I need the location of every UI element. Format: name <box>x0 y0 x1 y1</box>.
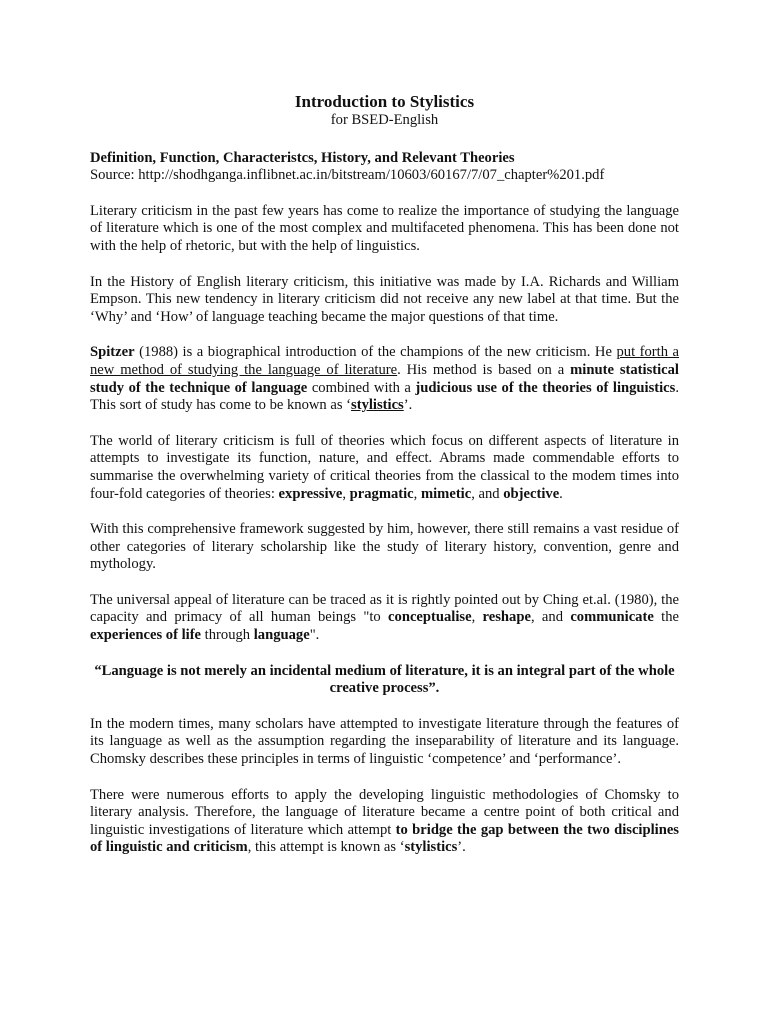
paragraph-6 <box>90 592 679 645</box>
document-title: Introduction to Stylistics <box>294 92 475 111</box>
p4-comma-2: , <box>413 485 421 502</box>
p8-end: ’. <box>457 839 466 856</box>
spitzer-name: Spitzer <box>90 344 135 361</box>
p4-comma-1: , <box>342 485 350 502</box>
term-communicate: communicate <box>570 609 654 626</box>
paragraph-7: In the modern times, many scholars have attempted to investigate literature through the features of its language as well as the assumption regarding the inseparability of literature and its language. Chomsky describes these principles in terms of linguistic ‘competence’ and ‘performance’. <box>90 715 679 768</box>
term-expressive: expressive <box>278 485 343 502</box>
p3-underlined-phrase: put forth a new method of studying the language of literature <box>90 344 679 378</box>
document-page <box>90 92 679 875</box>
paragraph-8 <box>90 787 679 857</box>
term-mimetic: mimetic <box>420 485 472 502</box>
term-objective: objective <box>503 485 560 502</box>
paragraph-5: With this comprehensive framework suggested by him, however, there still remains a vast residue of other categories of literary scholarship like the study of literary history, convention, genre and mythology. <box>90 521 679 573</box>
p3-bold-phrase-1: minute statistical study of the technique of language <box>90 361 679 396</box>
p3-text-1: (1988) is a biographical introduction of the champions of the new criticism. He <box>134 344 617 361</box>
document-subtitle: for BSED-English <box>330 112 439 128</box>
p6-text-1: The universal appeal of literature can be traced as it is rightly pointed out by Ching et.al. (1980), the capacity and primacy of all human beings "to <box>90 591 679 626</box>
p6-text-3: through <box>201 627 254 644</box>
p3-text-5: ’. <box>403 397 413 414</box>
p3-text-2: . His method is based on a <box>397 361 571 378</box>
paragraph-2: In the History of English literary criticism, this initiative was made by I.A. Richards and William Empson. This new tendency in literary criticism did not receive any new label at that time. But the ‘Why’ and ‘How’ of language teaching became the major questions of that time. <box>90 273 679 325</box>
p8-bold-phrase: to bridge the gap between the two disciplines of linguistic and criticism <box>90 821 679 856</box>
paragraph-3 <box>90 344 679 414</box>
term-pragmatic: pragmatic <box>349 485 414 502</box>
section-heading: Definition, Function, Characteristcs, History, and Relevant Theories <box>90 149 515 166</box>
p3-text-3: combined with a <box>307 379 416 396</box>
paragraph-1: Literary criticism in the past few years has come to realize the importance of studying the language of literature which is one of the most complex and multifaceted phenomena. This has been done not with the help of rhetoric, but with the help of linguistics. <box>90 202 679 254</box>
p6-comma-1: , <box>471 609 483 626</box>
p6-text-2: the <box>653 609 679 626</box>
term-experiences-of-life: experiences of life <box>90 627 202 644</box>
term-reshape: reshape <box>482 609 531 626</box>
p4-and: , and <box>471 485 504 502</box>
p3-stylistics-underlined: stylistics <box>351 397 404 414</box>
source-citation: Source: http://shodhganga.inflibnet.ac.in/bitstream/10603/60167/7/07_chapter%201.pdf <box>90 167 605 184</box>
block-quote: “Language is not merely an incidental medium of literature, it is an integral part of the whole creative process”. <box>94 662 675 697</box>
p4-end: . <box>559 485 563 502</box>
p8-text-2: , this attempt is known as ‘ <box>247 839 405 856</box>
term-conceptualise: conceptualise <box>388 609 472 626</box>
p3-text-4: . This sort of study has come to be known as ‘ <box>90 379 679 414</box>
paragraph-4 <box>90 433 679 503</box>
p6-end: ". <box>309 627 320 644</box>
p4-text-1: The world of literary criticism is full of theories which focus on different aspects of literature in attempts to investigate its function, nature, and effect. Abrams made commendable efforts to summarise the overwhelming variety of critical theories from the classical to the modem times into four-fold categories of theories: <box>90 432 679 502</box>
p8-stylistics-term: stylistics <box>404 839 458 856</box>
p3-stylistics-term <box>351 397 404 413</box>
p6-and: , and <box>530 609 571 626</box>
p8-text-1: There were numerous efforts to apply the developing linguistic methodologies of Chomsky to literary analysis. Therefore, the language of literature became a centre point of both critical and linguistic investigations of literature which attempt <box>90 786 679 838</box>
p3-bold-phrase-2: judicious use of the theories of linguistics <box>415 379 676 396</box>
term-language: language <box>253 627 310 644</box>
